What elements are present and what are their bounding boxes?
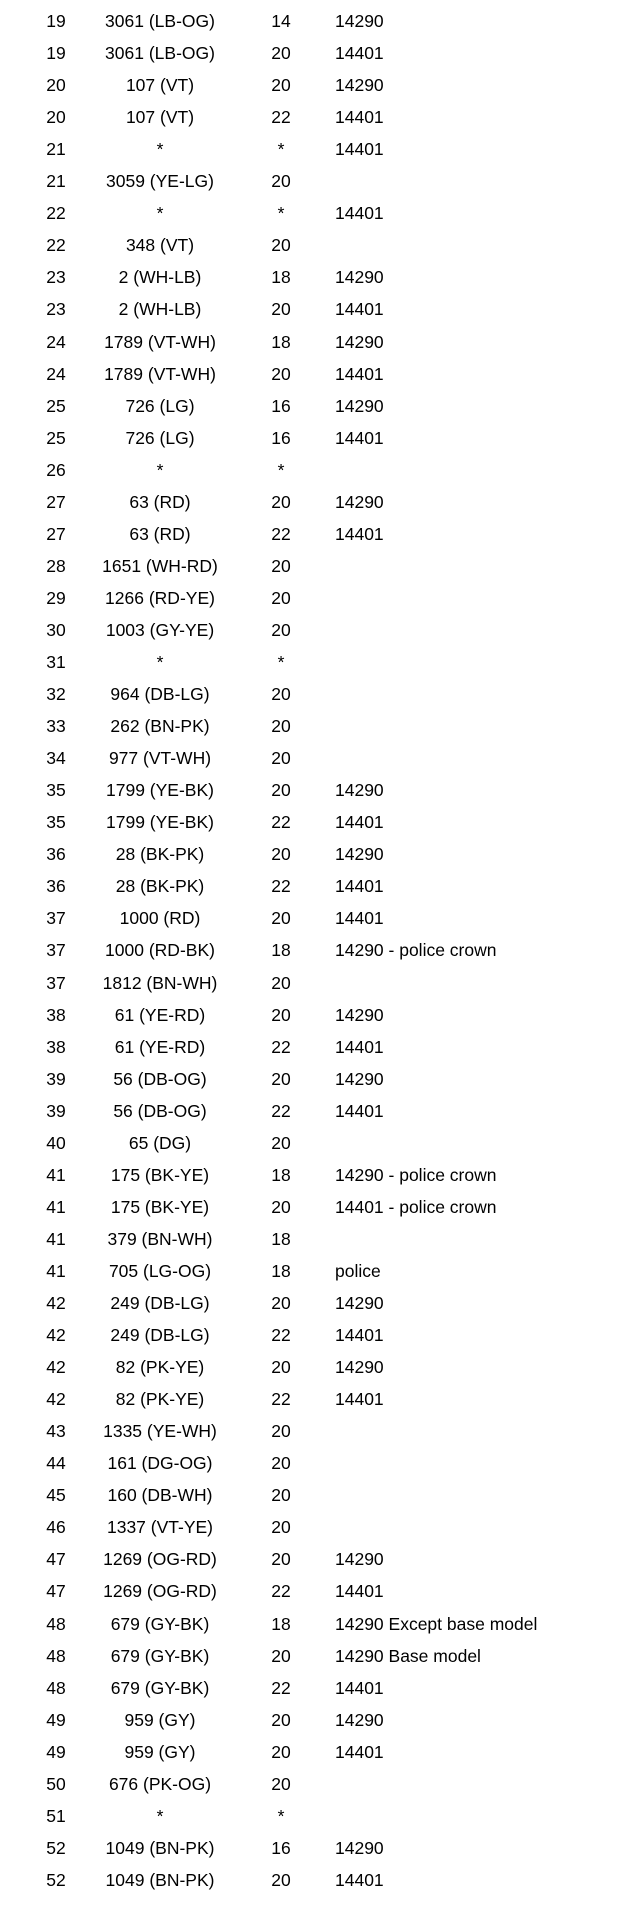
wire-gauge: 20 (271, 1549, 291, 1570)
pin-number: 36 (46, 844, 66, 865)
table-row (0, 133, 640, 165)
circuit-color: 1812 (BN-WH) (102, 972, 218, 993)
table-row (0, 422, 640, 454)
pin-number: 20 (46, 107, 66, 128)
wire-gauge: 22 (271, 1100, 291, 1121)
circuit-color: 2 (WH-LB) (118, 299, 202, 320)
circuit-color: 1049 (BN-PK) (105, 1869, 215, 1890)
wire-gauge: 20 (271, 972, 291, 993)
connector-note: 14401 (335, 43, 384, 63)
table-row (0, 293, 640, 325)
wire-gauge: 20 (271, 1004, 291, 1025)
wire-gauge: 16 (271, 395, 291, 416)
table-row (0, 614, 640, 646)
table-row (0, 358, 640, 390)
wire-gauge: 18 (271, 1228, 291, 1249)
pin-number: 31 (46, 652, 66, 672)
pin-number: 27 (46, 523, 66, 544)
pin-number: 26 (46, 459, 66, 480)
table-row (0, 69, 640, 101)
table-row (0, 1608, 640, 1640)
table-row (0, 1736, 640, 1768)
circuit-color: 705 (LG-OG) (108, 1260, 212, 1281)
circuit-color: 61 (YE-RD) (114, 1004, 206, 1025)
pin-number: 29 (46, 587, 66, 608)
circuit-color: * (156, 139, 164, 160)
pin-number: 22 (46, 203, 66, 224)
table-row (0, 1832, 640, 1864)
table-row (0, 1287, 640, 1319)
table-row (0, 806, 640, 838)
table-row (0, 967, 640, 999)
connector-note: 14290 - police crown (335, 1164, 497, 1185)
wire-gauge: 20 (271, 1741, 291, 1762)
table-row (0, 582, 640, 614)
connector-note: 14290 (335, 1549, 384, 1570)
circuit-color: * (156, 1805, 164, 1826)
circuit-color: 679 (GY-BK) (110, 1613, 210, 1634)
table-row (0, 550, 640, 582)
connector-note: 14401 (335, 876, 384, 897)
pin-number: 41 (46, 1196, 66, 1217)
circuit-color: 175 (BK-YE) (110, 1164, 210, 1185)
wire-gauge: 20 (271, 716, 291, 737)
wire-gauge: 20 (271, 1421, 291, 1442)
circuit-color: 2 (WH-LB) (118, 267, 202, 288)
table-row (0, 1447, 640, 1479)
connector-note: 14290 (335, 844, 384, 865)
wire-gauge: 20 (271, 748, 291, 769)
table-row (0, 37, 640, 69)
circuit-color: 65 (DG) (128, 1132, 192, 1153)
circuit-color: 56 (DB-OG) (113, 1068, 207, 1089)
connector-note: 14290 (335, 1709, 384, 1730)
table-row (0, 1127, 640, 1159)
connector-note: 14290 - police crown (335, 940, 497, 961)
circuit-color: 56 (DB-OG) (113, 1100, 207, 1121)
wire-gauge: 18 (271, 1164, 291, 1185)
connector-note: 14401 (335, 1741, 384, 1762)
wire-gauge: 18 (271, 1613, 291, 1634)
connector-note: 14401 (335, 1325, 384, 1345)
pin-number: 42 (46, 1357, 66, 1378)
pin-number: 42 (46, 1293, 66, 1313)
connector-note: 14401 (335, 1677, 384, 1698)
circuit-color: 1003 (GY-YE) (105, 619, 215, 640)
wire-gauge: 16 (271, 427, 291, 448)
table-row (0, 1704, 640, 1736)
wire-gauge: 20 (271, 363, 291, 384)
wire-gauge: 20 (271, 587, 291, 608)
table-row (0, 1543, 640, 1575)
pin-number: 51 (46, 1805, 66, 1826)
pin-number: 48 (46, 1677, 66, 1698)
pin-number: 45 (46, 1485, 66, 1506)
pin-number: 23 (46, 299, 66, 320)
connector-note: 14401 (335, 1389, 384, 1410)
connector-note: 14290 (335, 1293, 384, 1313)
connector-note: 14401 (335, 1581, 384, 1602)
circuit-color: 1000 (RD-BK) (105, 940, 215, 961)
pin-number: 47 (46, 1581, 66, 1602)
table-row (0, 261, 640, 293)
table-row (0, 1415, 640, 1447)
wire-gauge: 20 (271, 1132, 291, 1153)
wire-gauge: 20 (271, 1869, 291, 1890)
circuit-color: 348 (VT) (125, 235, 195, 256)
pin-number: 38 (46, 1004, 66, 1025)
wire-gauge: 18 (271, 1260, 291, 1281)
wire-gauge: 20 (271, 780, 291, 801)
table-row (0, 774, 640, 806)
pin-number: 34 (46, 748, 66, 769)
connector-note: 14401 (335, 812, 384, 833)
connector-note: 14401 (335, 203, 384, 224)
circuit-color: 1651 (WH-RD) (102, 555, 218, 576)
circuit-color: 161 (DG-OG) (107, 1453, 213, 1474)
wire-gauge: 22 (271, 107, 291, 128)
table-row (0, 1095, 640, 1127)
connector-note: 14401 - police crown (335, 1196, 497, 1217)
table-row (0, 197, 640, 229)
circuit-color: 1269 (OG-RD) (103, 1549, 217, 1570)
table-row (0, 1191, 640, 1223)
pin-number: 52 (46, 1869, 66, 1890)
wire-gauge: 20 (271, 491, 291, 512)
table-row (0, 902, 640, 934)
pin-number: 37 (46, 972, 66, 993)
pin-number: 36 (46, 876, 66, 897)
pin-number: 32 (46, 684, 66, 704)
pin-number: 21 (46, 171, 66, 192)
circuit-color: 3059 (YE-LG) (106, 171, 214, 192)
pin-number: 27 (46, 491, 66, 512)
pin-number: 24 (46, 363, 66, 384)
wire-gauge: 22 (271, 1036, 291, 1057)
table-row (0, 1223, 640, 1255)
table-row (0, 1383, 640, 1415)
circuit-color: 61 (YE-RD) (114, 1036, 206, 1057)
pin-number: 25 (46, 427, 66, 448)
wire-gauge: 18 (271, 267, 291, 288)
wire-gauge: 22 (271, 876, 291, 897)
connector-note: 14290 (335, 1357, 384, 1378)
circuit-color: 726 (LG) (125, 427, 195, 448)
table-row (0, 390, 640, 422)
table-row (0, 838, 640, 870)
pin-number: 20 (46, 75, 66, 96)
table-row (0, 1479, 640, 1511)
table-row (0, 454, 640, 486)
wire-gauge: 20 (271, 43, 291, 63)
pin-number: 25 (46, 395, 66, 416)
table-row (0, 678, 640, 710)
table-row (0, 518, 640, 550)
wire-gauge: 22 (271, 523, 291, 544)
circuit-color: * (156, 459, 164, 480)
table-row (0, 1640, 640, 1672)
wire-gauge: 20 (271, 1485, 291, 1506)
wire-gauge: 14 (271, 11, 291, 31)
circuit-color: 3061 (LB-OG) (105, 11, 215, 31)
pin-number: 37 (46, 908, 66, 929)
circuit-color: 82 (PK-YE) (115, 1389, 205, 1410)
connector-note: 14290 Except base model (335, 1613, 538, 1634)
wire-gauge: 22 (271, 1677, 291, 1698)
connector-note: 14401 (335, 139, 384, 160)
wire-gauge: 20 (271, 1196, 291, 1217)
connector-note: 14290 (335, 491, 384, 512)
wire-gauge: 20 (271, 619, 291, 640)
circuit-color: 676 (PK-OG) (108, 1773, 212, 1794)
connector-note: 14290 (335, 1004, 384, 1025)
pin-number: 40 (46, 1132, 66, 1153)
wire-gauge: 20 (271, 1645, 291, 1666)
circuit-color: 959 (GY) (124, 1741, 196, 1762)
pin-number: 39 (46, 1100, 66, 1121)
wire-gauge: 20 (271, 1709, 291, 1730)
table-row (0, 1672, 640, 1704)
circuit-color: 3061 (LB-OG) (105, 43, 215, 63)
wire-gauge: * (277, 203, 285, 224)
table-row (0, 326, 640, 358)
connector-note: 14401 (335, 523, 384, 544)
wire-gauge: 18 (271, 940, 291, 961)
pin-number: 50 (46, 1773, 66, 1794)
connector-note: 14290 (335, 780, 384, 801)
circuit-color: 977 (VT-WH) (108, 748, 212, 769)
wire-gauge: 20 (271, 299, 291, 320)
connector-note: 14401 (335, 107, 384, 128)
table-row (0, 1159, 640, 1191)
table-row (0, 1063, 640, 1095)
table-row (0, 1319, 640, 1351)
circuit-color: 28 (BK-PK) (115, 876, 205, 897)
connector-note: 14290 (335, 395, 384, 416)
table-row (0, 742, 640, 774)
connector-note: 14290 (335, 11, 384, 31)
wire-gauge: 18 (271, 331, 291, 352)
wire-gauge: 22 (271, 1389, 291, 1410)
connector-note: 14290 (335, 1837, 384, 1858)
pin-number: 21 (46, 139, 66, 160)
circuit-color: 1049 (BN-PK) (105, 1837, 215, 1858)
circuit-color: 249 (DB-LG) (110, 1325, 210, 1345)
wire-gauge: 20 (271, 844, 291, 865)
circuit-color: 1789 (VT-WH) (104, 363, 216, 384)
pin-number: 19 (46, 11, 66, 31)
pin-number: 23 (46, 267, 66, 288)
pin-number: 48 (46, 1613, 66, 1634)
circuit-color: 1266 (RD-YE) (105, 587, 215, 608)
pin-number: 52 (46, 1837, 66, 1858)
connector-note: 14401 (335, 1036, 384, 1057)
pin-number: 48 (46, 1645, 66, 1666)
table-row (0, 1575, 640, 1607)
connector-note: 14290 (335, 75, 384, 96)
connector-note: 14290 (335, 267, 384, 288)
wire-gauge: 20 (271, 1453, 291, 1474)
circuit-color: 107 (VT) (125, 107, 195, 128)
circuit-color: 1000 (RD) (119, 908, 201, 929)
circuit-color: 679 (GY-BK) (110, 1677, 210, 1698)
circuit-color: 82 (PK-YE) (115, 1357, 205, 1378)
connector-note: 14401 (335, 299, 384, 320)
pin-number: 35 (46, 812, 66, 833)
pin-number: 38 (46, 1036, 66, 1057)
circuit-color: 1335 (YE-WH) (103, 1421, 217, 1442)
connector-note: 14290 (335, 331, 384, 352)
pin-number: 49 (46, 1741, 66, 1762)
pin-number: 28 (46, 555, 66, 576)
connector-note: 14290 (335, 1068, 384, 1089)
table-row (0, 710, 640, 742)
pin-number: 42 (46, 1325, 66, 1345)
wire-gauge: 20 (271, 1357, 291, 1378)
wire-gauge: 20 (271, 684, 291, 704)
wire-gauge: 20 (271, 75, 291, 96)
wire-gauge: 22 (271, 1325, 291, 1345)
table-row (0, 999, 640, 1031)
table-row (0, 1768, 640, 1800)
wire-gauge: 20 (271, 908, 291, 929)
circuit-color: * (156, 203, 164, 224)
table-row (0, 1800, 640, 1832)
wire-gauge: * (277, 139, 285, 160)
circuit-color: 63 (RD) (129, 491, 191, 512)
table-row (0, 1351, 640, 1383)
connector-note: 14401 (335, 427, 384, 448)
table-row (0, 1255, 640, 1287)
pin-number: 43 (46, 1421, 66, 1442)
wire-gauge: * (277, 1805, 285, 1826)
connector-note: 14401 (335, 908, 384, 929)
pin-number: 33 (46, 716, 66, 737)
circuit-color: 959 (GY) (124, 1709, 196, 1730)
circuit-color: 379 (BN-WH) (107, 1228, 213, 1249)
wire-gauge: 22 (271, 1581, 291, 1602)
circuit-color: 28 (BK-PK) (115, 844, 205, 865)
circuit-color: 160 (DB-WH) (107, 1485, 213, 1506)
wire-gauge: 20 (271, 1293, 291, 1313)
circuit-color: 726 (LG) (125, 395, 195, 416)
table-row (0, 934, 640, 966)
pin-number: 47 (46, 1549, 66, 1570)
pin-number: 22 (46, 235, 66, 256)
wire-gauge: * (277, 459, 285, 480)
wire-gauge: 20 (271, 1068, 291, 1089)
wire-gauge: 20 (271, 1517, 291, 1538)
table-row (0, 486, 640, 518)
wire-gauge: 20 (271, 555, 291, 576)
pin-number: 49 (46, 1709, 66, 1730)
connector-note: police (335, 1260, 381, 1281)
table-row (0, 101, 640, 133)
wire-gauge: 22 (271, 812, 291, 833)
table-row (0, 1031, 640, 1063)
circuit-color: 1269 (OG-RD) (103, 1581, 217, 1602)
pin-number: 46 (46, 1517, 66, 1538)
pin-number: 19 (46, 43, 66, 63)
pin-number: 24 (46, 331, 66, 352)
pin-number: 41 (46, 1260, 66, 1281)
wire-gauge: * (277, 652, 285, 672)
wire-gauge: 20 (271, 1773, 291, 1794)
wire-gauge: 20 (271, 235, 291, 256)
table-row (0, 870, 640, 902)
circuit-color: * (156, 652, 164, 672)
circuit-color: 175 (BK-YE) (110, 1196, 210, 1217)
circuit-color: 964 (DB-LG) (110, 684, 210, 704)
pin-number: 39 (46, 1068, 66, 1089)
pin-number: 30 (46, 619, 66, 640)
pin-number: 41 (46, 1164, 66, 1185)
circuit-color: 249 (DB-LG) (110, 1293, 210, 1313)
circuit-color: 1789 (VT-WH) (104, 331, 216, 352)
table-row (0, 1511, 640, 1543)
table-row (0, 5, 640, 37)
circuit-color: 679 (GY-BK) (110, 1645, 210, 1666)
pin-number: 44 (46, 1453, 66, 1474)
connector-note: 14401 (335, 1100, 384, 1121)
table-row (0, 646, 640, 678)
pin-number: 42 (46, 1389, 66, 1410)
pin-number: 41 (46, 1228, 66, 1249)
table-row (0, 229, 640, 261)
circuit-color: 1799 (YE-BK) (106, 812, 214, 833)
connector-note: 14290 Base model (335, 1645, 481, 1666)
circuit-color: 63 (RD) (129, 523, 191, 544)
table-row (0, 165, 640, 197)
connector-note: 14401 (335, 1869, 384, 1890)
pin-number: 37 (46, 940, 66, 961)
circuit-color: 107 (VT) (125, 75, 195, 96)
circuit-color: 262 (BN-PK) (110, 716, 210, 737)
wire-gauge: 16 (271, 1837, 291, 1858)
circuit-color: 1337 (VT-YE) (106, 1517, 214, 1538)
wire-gauge: 20 (271, 171, 291, 192)
pin-number: 35 (46, 780, 66, 801)
circuit-color: 1799 (YE-BK) (106, 780, 214, 801)
connector-note: 14401 (335, 363, 384, 384)
table-row (0, 1864, 640, 1896)
